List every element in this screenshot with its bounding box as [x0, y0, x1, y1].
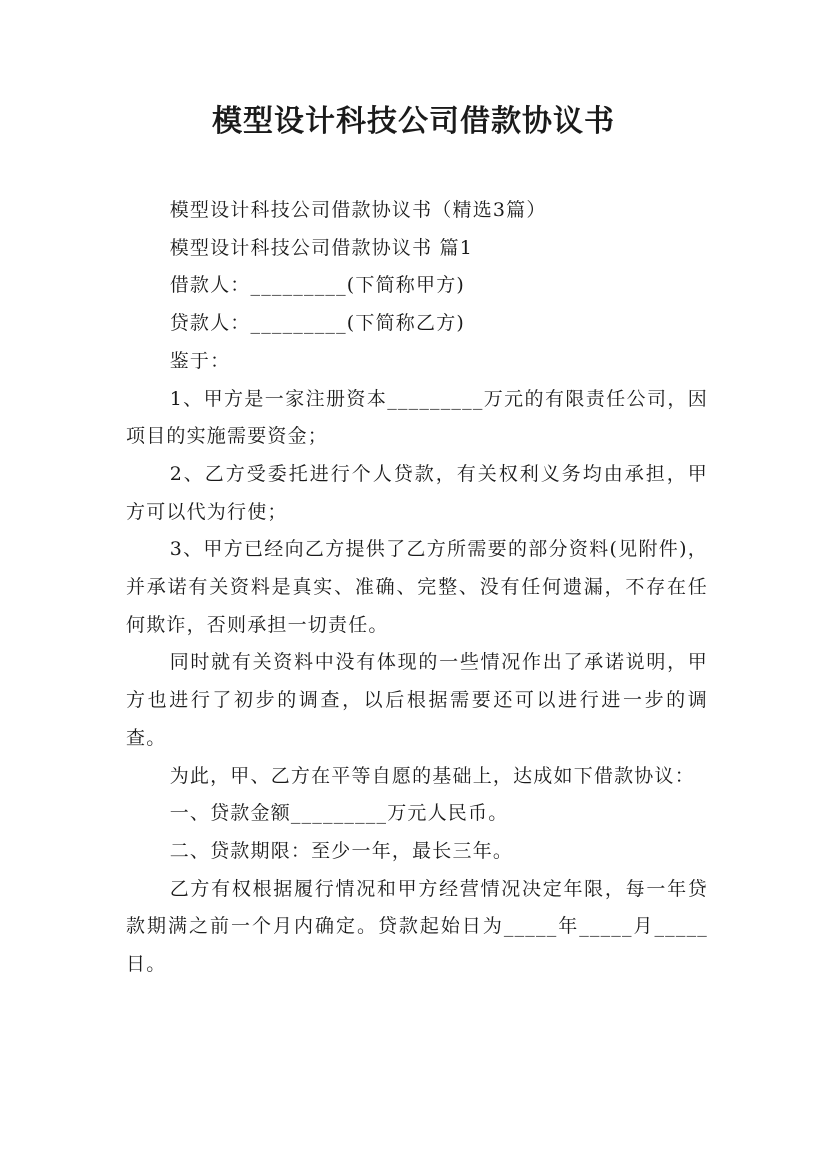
document-title: 模型设计科技公司借款协议书	[212, 104, 615, 139]
paragraph-subtitle: 模型设计科技公司借款协议书（精选3篇）	[169, 199, 547, 221]
paragraph-clause-2: 2、乙方受委托进行个人贷款，有关权利义务均由承担，甲方可以代为行使；	[126, 462, 708, 523]
paragraph-loan-amount: 一、贷款金额_________万元人民币。	[169, 802, 509, 825]
paragraph-clause-3: 3、甲方已经向乙方提供了乙方所需要的部分资料(见附件)，并承诺有关资料是真实、准确、完整、没有任何遗漏，不存在任何欺诈，否则承担一切责任。	[126, 538, 708, 636]
paragraph-agreement-intro: 为此，甲、乙方在平等自愿的基础上，达成如下借款协议：	[169, 764, 695, 787]
paragraph-clause-1: 1、甲方是一家注册资本_________万元的有限责任公司，因项目的实施需要资金；	[126, 387, 708, 448]
paragraph-lender: 贷款人：_________(下简称乙方)	[169, 312, 466, 335]
paragraph-undertaking: 同时就有关资料中没有体现的一些情况作出了承诺说明，甲方也进行了初步的调查，以后根据需要还可以进行进一步的调查。	[126, 651, 708, 749]
paragraph-borrower: 借款人：_________(下简称甲方)	[169, 274, 466, 297]
paragraph-whereas: 鉴于：	[169, 349, 231, 372]
document-body	[126, 192, 708, 984]
paragraph-loan-term: 二、贷款期限：至少一年，最长三年。	[169, 839, 514, 862]
paragraph-section-heading: 模型设计科技公司借款协议书 篇1	[169, 236, 474, 259]
paragraph-term-details: 乙方有权根据履行情况和甲方经营情况决定年限，每一年贷款期满之前一个月内确定。贷款起始日为_____年_____月_____日。	[126, 877, 708, 976]
